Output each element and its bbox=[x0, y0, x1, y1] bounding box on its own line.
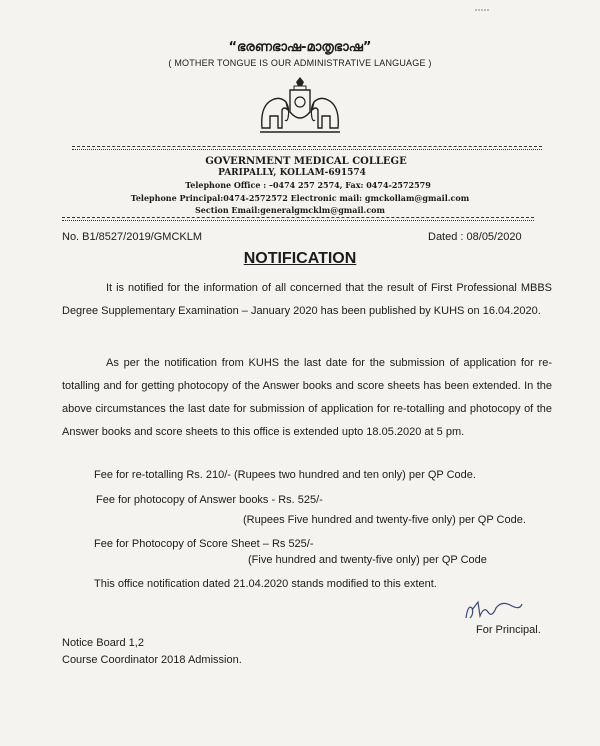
telephone-office: Telephone Office : –0474 257 2574, Fax: 0474-2572579 bbox=[185, 180, 431, 190]
scan-mark bbox=[475, 8, 489, 12]
motto-translation: ( MOTHER TONGUE IS OUR ADMINISTRATIVE LANGUAGE ) bbox=[168, 58, 432, 68]
fee-retotalling: Fee for re-totalling Rs. 210/- (Rupees two hundred and ten only) per QP Code. bbox=[94, 469, 476, 481]
paragraph-result bbox=[62, 277, 552, 323]
signature-block: For Principal. bbox=[476, 624, 541, 636]
fee-photocopy-answer-words: (Rupees Five hundred and twenty-five only) per QP Code. bbox=[243, 514, 526, 526]
fee-photocopy-answer: Fee for photocopy of Answer books - Rs. 525/- bbox=[96, 494, 323, 506]
header-rule-bottom-inner bbox=[62, 220, 534, 221]
telephone-principal: Telephone Principal:0474-2572572 Electronic mail: gmckollam@gmail.com bbox=[130, 193, 470, 203]
institution-name: GOVERNMENT MEDICAL COLLEGE bbox=[205, 156, 407, 167]
institution-address: PARIPALLY, KOLLAM-691574 bbox=[218, 168, 366, 178]
header-rule-top bbox=[72, 146, 542, 147]
date: Dated : 08/05/2020 bbox=[428, 231, 522, 243]
header-rule-top-inner bbox=[72, 149, 542, 150]
paragraph-extension bbox=[62, 352, 552, 444]
fee-photocopy-score: Fee for Photocopy of Score Sheet – Rs 525/- bbox=[94, 538, 314, 550]
signature bbox=[462, 596, 526, 624]
header-rule-bottom bbox=[62, 217, 534, 218]
kerala-emblem-icon bbox=[258, 76, 342, 136]
malayalam-motto: “ഭരണഭാഷ-മാതൃഭാഷ” bbox=[228, 40, 372, 55]
fee-photocopy-score-words: (Five hundred and twenty-five only) per QP Code bbox=[248, 554, 487, 566]
page-title: NOTIFICATION bbox=[243, 250, 357, 267]
modification-note: This office notification dated 21.04.2020 stands modified to this extent. bbox=[94, 578, 437, 590]
copy-to-item: Course Coordinator 2018 Admission. bbox=[62, 654, 242, 666]
paragraph-text: It is notified for the information of all concerned that the result of First Professional MBBS Degree Supplementary Examination – January 2020 has been published by KUHS on 16.04.2020. bbox=[62, 282, 552, 317]
paragraph-text: As per the notification from KUHS the last date for the submission of application for re-totalling and for getting photocopy of the Answer books and score sheets has been extended. In the above circumstances the last date for submission of application for re-totalling and photocopy of the Answer books and score sheets to this office is extended upto 18.05.2020 at 5 pm. bbox=[62, 357, 552, 438]
copy-to-item: Notice Board 1,2 bbox=[62, 637, 144, 649]
section-email: Section Email:generalgmcklm@gmail.com bbox=[195, 205, 385, 215]
reference-number: No. B1/8527/2019/GMCKLM bbox=[62, 231, 203, 243]
